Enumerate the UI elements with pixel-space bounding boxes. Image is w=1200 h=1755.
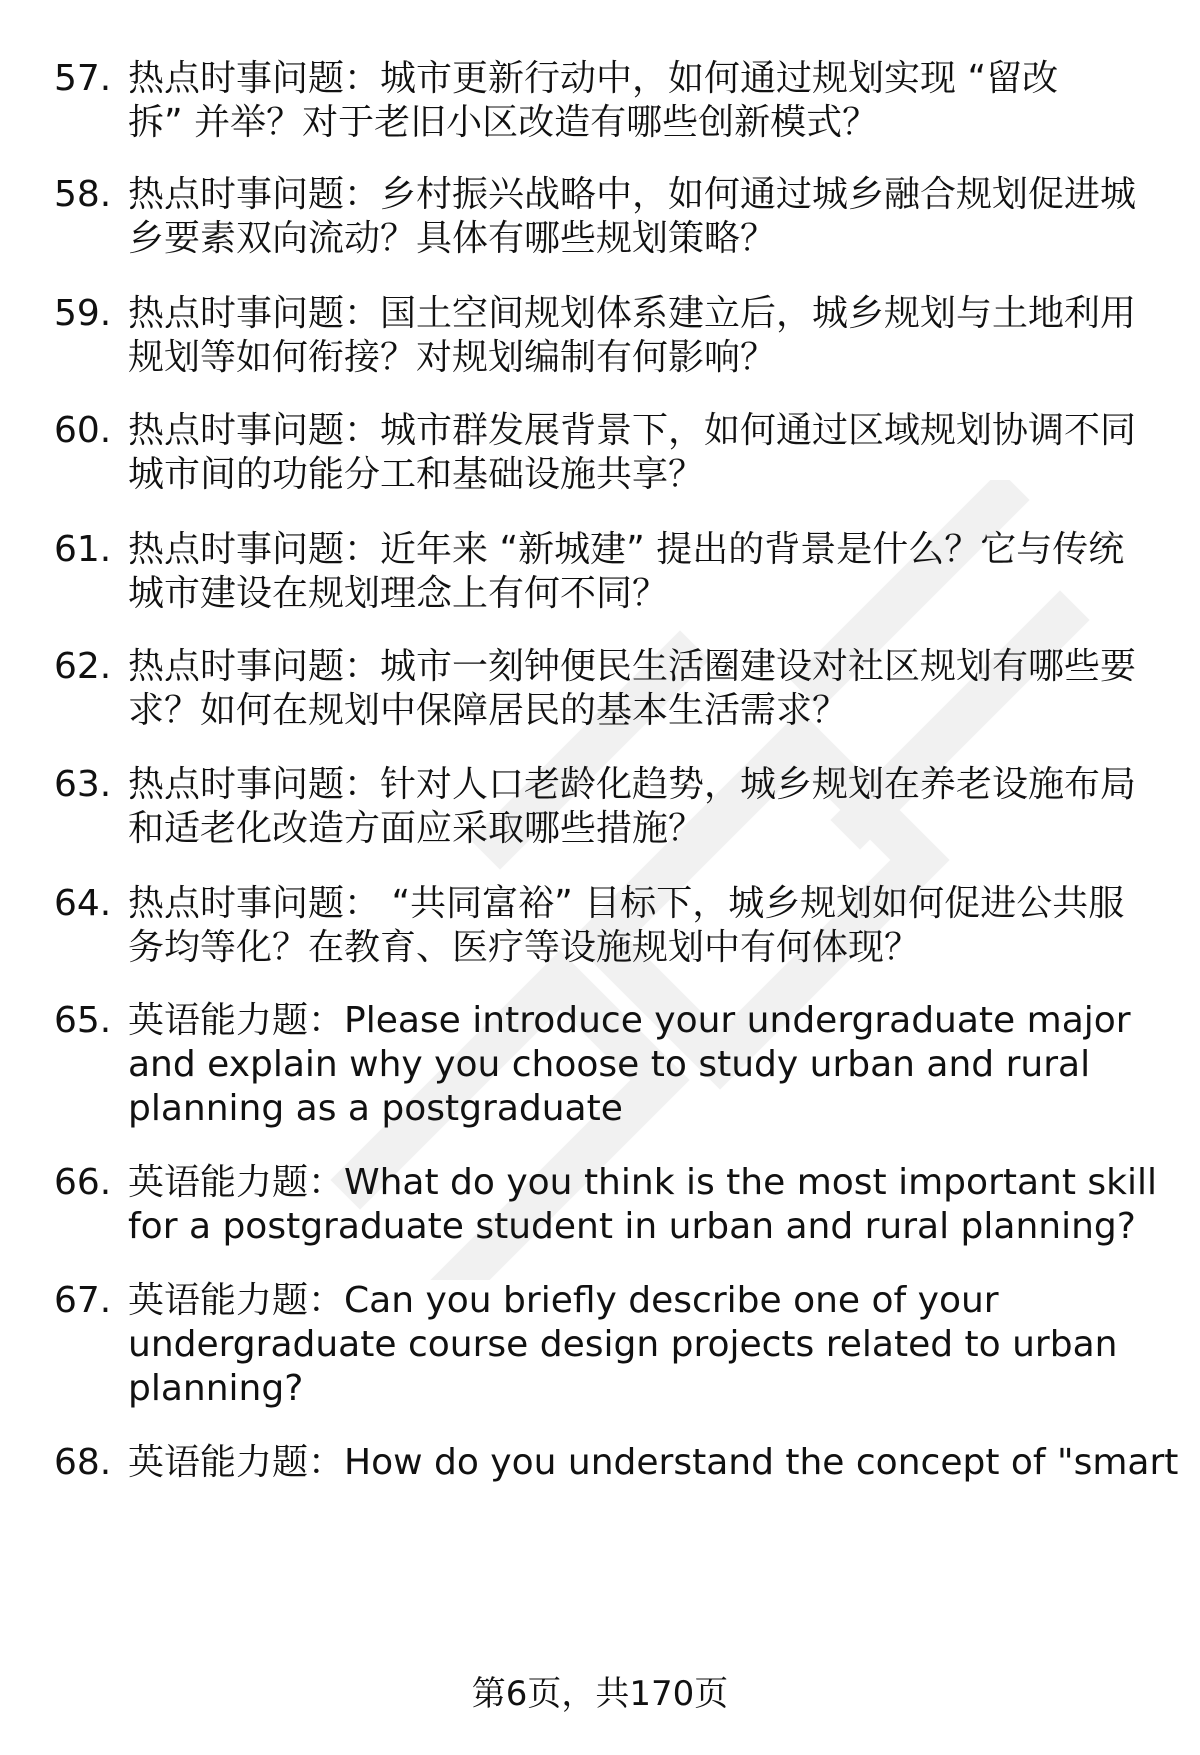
question-number: 63. bbox=[54, 764, 112, 805]
question-text-line: 乡要素双向流动？具体有哪些规划策略？ bbox=[128, 218, 777, 259]
question-text-line: 英语能力题：What do you think is the most important skill bbox=[128, 1162, 1158, 1203]
question-number: 62. bbox=[54, 646, 112, 687]
page-number-footer: 第6页，共170页 bbox=[471, 1674, 729, 1714]
question-text-line: 英语能力题：How do you understand the concept of "smart bbox=[128, 1442, 1179, 1483]
question-number: 64. bbox=[54, 883, 112, 924]
question-text-line: 规划等如何衔接？对规划编制有何影响？ bbox=[128, 337, 777, 378]
question-text-line: planning as a postgraduate bbox=[128, 1088, 623, 1129]
question-number: 68. bbox=[54, 1442, 112, 1483]
question-text-line: 热点时事问题：乡村振兴战略中，如何通过城乡融合规划促进城 bbox=[128, 174, 1137, 215]
question-text-line: 英语能力题：Please introduce your undergraduate major bbox=[128, 1000, 1131, 1041]
question-text-line: 拆” 并举？对于老旧小区改造有哪些创新模式？ bbox=[128, 102, 879, 143]
question-text-line: 热点时事问题：国土空间规划体系建立后，城乡规划与土地利用 bbox=[128, 293, 1137, 334]
question-text-line: and explain why you choose to study urban and rural bbox=[128, 1044, 1091, 1085]
question-number: 65. bbox=[54, 1000, 112, 1041]
question-text-line: 求？如何在规划中保障居民的基本生活需求？ bbox=[128, 690, 849, 731]
question-number: 58. bbox=[54, 174, 112, 215]
question-number: 66. bbox=[54, 1162, 112, 1203]
question-text-line: 热点时事问题：城市一刻钟便民生活圈建设对社区规划有哪些要 bbox=[128, 646, 1137, 687]
question-number: 60. bbox=[54, 410, 112, 451]
question-text-line: 城市间的功能分工和基础设施共享？ bbox=[128, 454, 705, 495]
question-text-line: 热点时事问题：城市更新行动中，如何通过规划实现 “留改 bbox=[128, 58, 1059, 99]
question-number: 59. bbox=[54, 293, 112, 334]
question-text-line: 热点时事问题：城市群发展背景下，如何通过区域规划协调不同 bbox=[128, 410, 1137, 451]
question-text-line: planning? bbox=[128, 1368, 304, 1409]
question-number: 57. bbox=[54, 58, 112, 99]
question-number: 67. bbox=[54, 1280, 112, 1321]
question-text-line: 城市建设在规划理念上有何不同？ bbox=[128, 573, 669, 614]
question-text-line: 务均等化？在教育、医疗等设施规划中有何体现？ bbox=[128, 927, 921, 968]
question-text-line: 英语能力题：Can you briefly describe one of your bbox=[128, 1280, 999, 1321]
question-text-line: 热点时事问题：近年来 “新城建” 提出的背景是什么？它与传统 bbox=[128, 529, 1125, 570]
question-text-line: 热点时事问题： “共同富裕” 目标下，城乡规划如何促进公共服 bbox=[128, 883, 1125, 924]
question-text-line: undergraduate course design projects related to urban bbox=[128, 1324, 1118, 1365]
question-text-line: 热点时事问题：针对人口老龄化趋势，城乡规划在养老设施布局 bbox=[128, 764, 1137, 805]
question-text-line: for a postgraduate student in urban and rural planning? bbox=[128, 1206, 1136, 1247]
question-text-line: 和适老化改造方面应采取哪些措施？ bbox=[128, 808, 705, 849]
question-number: 61. bbox=[54, 529, 112, 570]
